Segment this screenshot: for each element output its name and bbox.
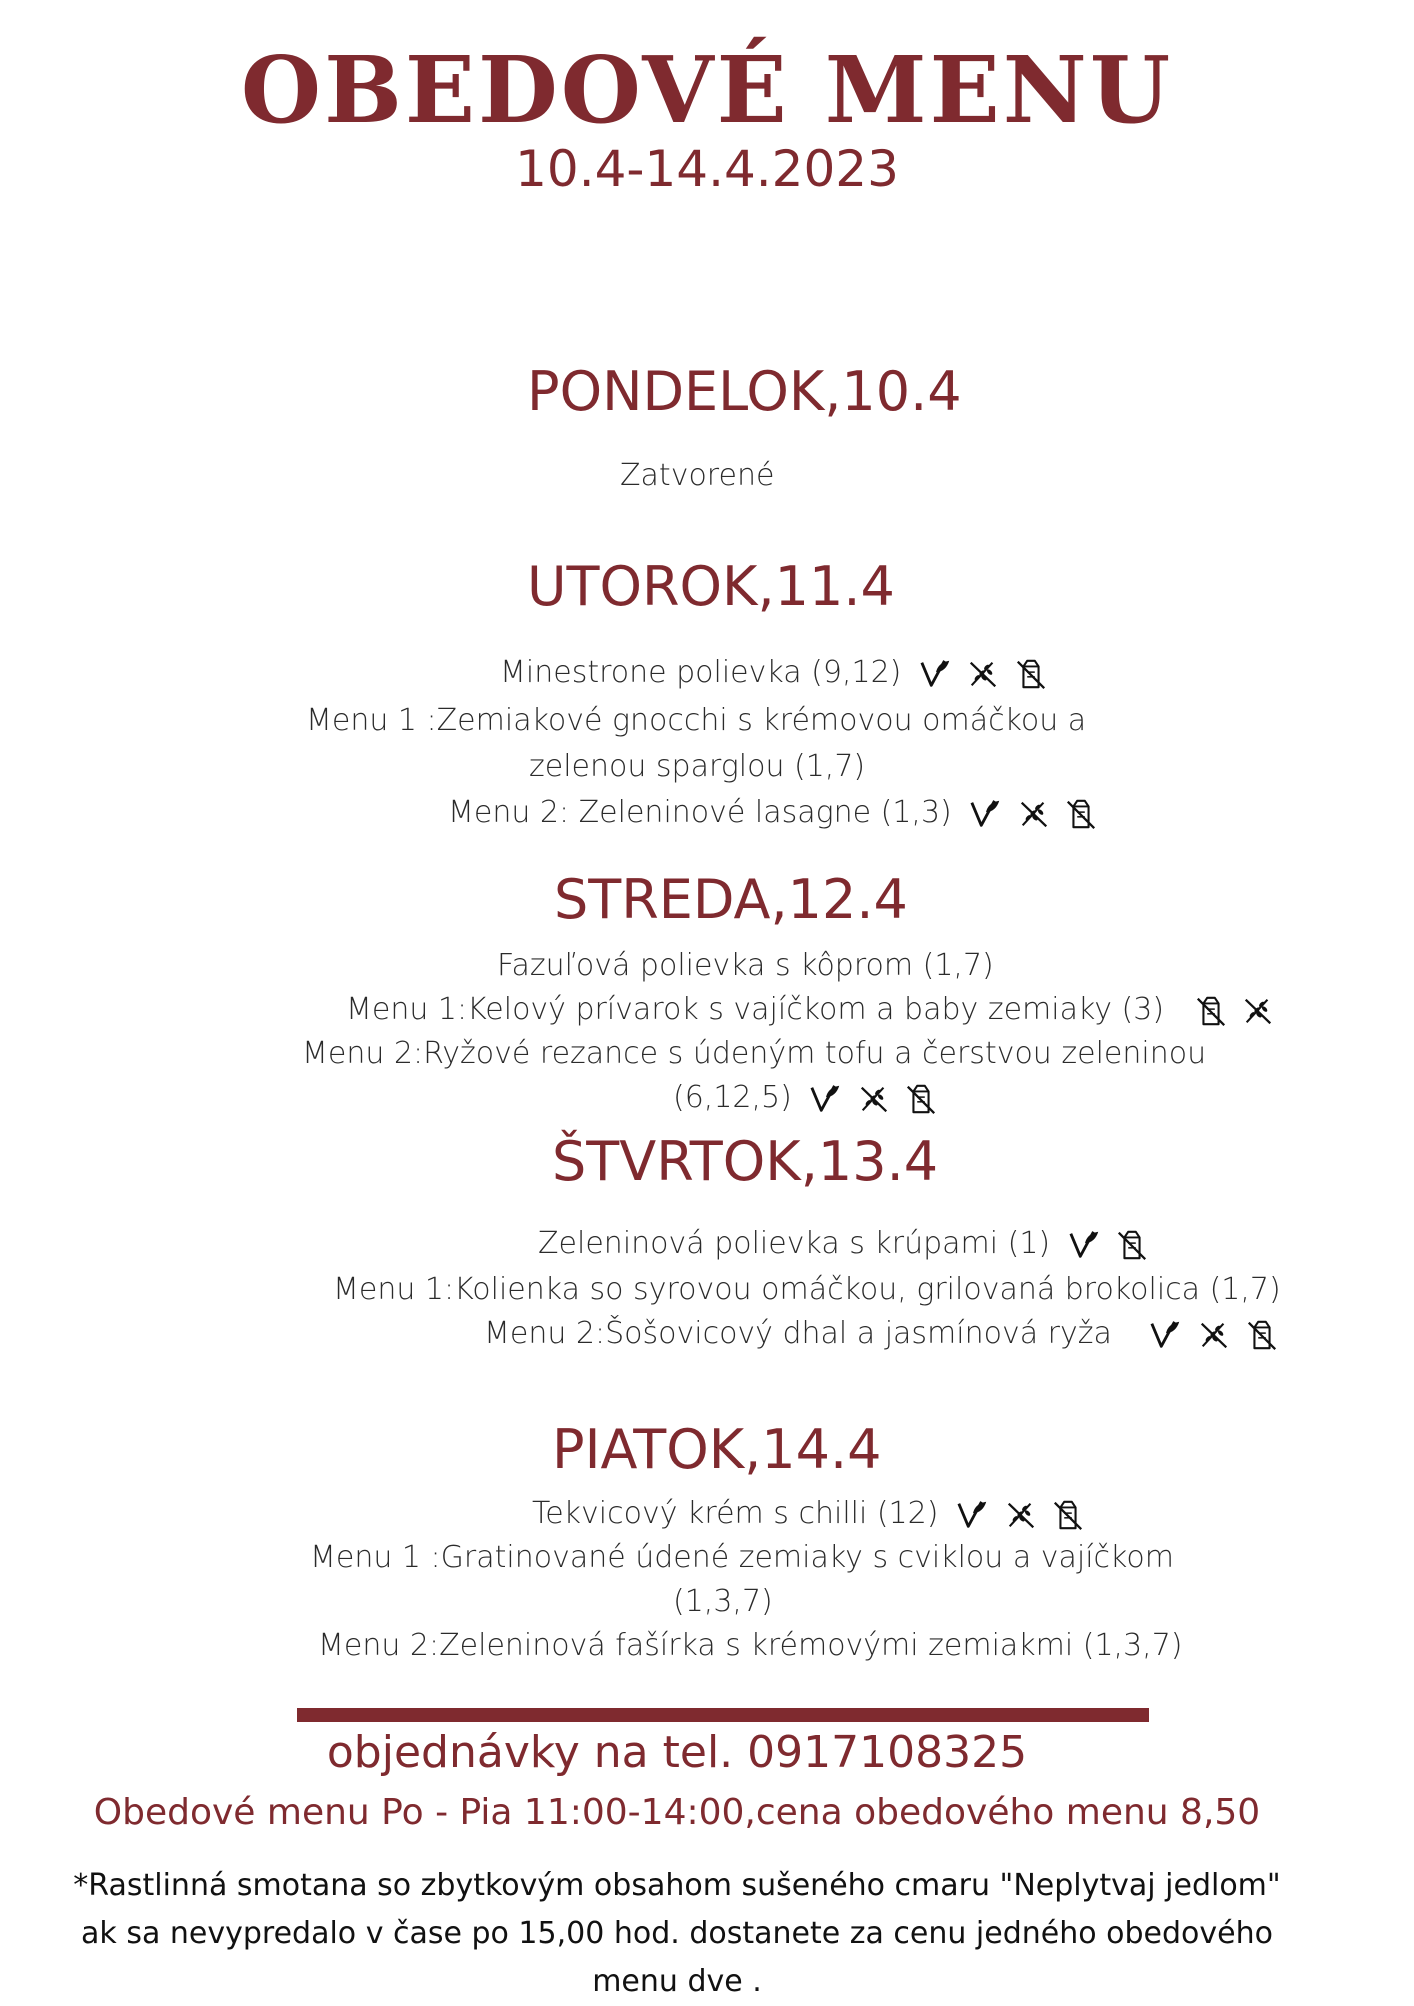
menu-line: Fazuľová polievka s kôprom (1,7)	[497, 948, 994, 983]
gluten-free-icon	[966, 656, 1000, 692]
vegan-icon	[809, 1081, 843, 1117]
lactose-free-icon	[904, 1081, 938, 1117]
day-heading-wednesday: STREDA,12.4	[554, 868, 908, 931]
diet-icons	[956, 1496, 1089, 1533]
menu-hours-price: Obedové menu Po - Pia 11:00-14:00,cena obedového menu 8,50	[93, 1792, 1261, 1833]
monday-closed-text: Zatvorené	[620, 458, 775, 493]
menu-line	[532, 1496, 1089, 1533]
day-heading-tuesday: UTOROK,11.4	[527, 555, 895, 618]
lactose-free-icon	[1014, 656, 1048, 692]
gluten-free-icon	[1241, 993, 1275, 1029]
menu-line-text: Menu 1:Kelový prívarok s vajíčkom a baby zemiaky (3)	[346, 992, 1165, 1027]
vegan-icon	[1149, 1317, 1183, 1353]
menu-line	[538, 1226, 1153, 1263]
lactose-free-icon	[1194, 993, 1228, 1029]
diet-icons	[1068, 1226, 1154, 1263]
day-heading-monday: PONDELOK,10.4	[527, 360, 962, 423]
menu-line-text: Tekvicový krém s chilli (12)	[532, 1496, 939, 1531]
menu-line	[448, 795, 1102, 832]
menu-line: Menu 1:Kolienka so syrovou omáčkou, grilovaná brokolica (1,7)	[333, 1272, 1281, 1307]
menu-line-text: Zeleninová polievka s krúpami (1)	[538, 1226, 1051, 1261]
menu-line: Menu 2:Zeleninová fašírka s krémovými zemiakmi (1,3,7)	[318, 1628, 1183, 1663]
menu-line: zelenou sparglou (1,7)	[529, 749, 866, 784]
diet-icons	[1149, 1316, 1282, 1353]
gluten-free-icon	[1017, 796, 1051, 832]
divider	[297, 1708, 1149, 1722]
menu-line-text: Menu 2: Zeleninové lasagne (1,3)	[448, 795, 952, 830]
footnote-line: *Rastlinná smotana so zbytkovým obsahom sušeného cmaru "Neplytvaj jedlom"	[73, 1868, 1281, 1903]
diet-icons	[809, 1080, 942, 1117]
gluten-free-icon	[857, 1081, 891, 1117]
footnote-line: menu dve .	[592, 1964, 762, 1999]
footnote-line: ak sa nevypredalo v čase po 15,00 hod. dostanete za cenu jedného obedového	[81, 1916, 1273, 1951]
lactose-free-icon	[1115, 1227, 1149, 1263]
menu-line-text: Menu 2:Šošovicový dhal a jasmínová ryža	[484, 1316, 1112, 1351]
menu-line: Menu 2:Ryžové rezance s údeným tofu a čerstvou zeleninou	[302, 1036, 1207, 1071]
date-range: 10.4-14.4.2023	[515, 140, 899, 198]
menu-line: (1,3,7)	[673, 1584, 773, 1619]
menu-title: OBEDOVÉ MENU	[240, 36, 1174, 144]
menu-line-text: (6,12,5)	[673, 1080, 792, 1115]
gluten-free-icon	[1004, 1497, 1038, 1533]
menu-line	[484, 1316, 1283, 1353]
diet-icons	[969, 795, 1102, 832]
menu-line	[500, 655, 1052, 692]
menu-line-text: Minestrone polievka (9,12)	[500, 655, 902, 690]
menu-line: Menu 1 :Gratinované údené zemiaky s cviklou a vajíčkom	[310, 1540, 1174, 1575]
lactose-free-icon	[1064, 796, 1098, 832]
day-heading-friday: PIATOK,14.4	[552, 1418, 882, 1481]
vegan-icon	[1068, 1227, 1102, 1263]
diet-icons	[919, 655, 1052, 692]
vegan-icon	[919, 656, 953, 692]
lactose-free-icon	[1051, 1497, 1085, 1533]
menu-line	[673, 1080, 942, 1117]
menu-line	[346, 992, 1279, 1029]
footnote	[40, 1862, 1314, 2006]
diet-icons	[1194, 992, 1280, 1029]
day-heading-thursday: ŠTVRTOK,13.4	[552, 1130, 939, 1193]
lactose-free-icon	[1245, 1317, 1279, 1353]
order-phone: objednávky na tel. 0917108325	[326, 1727, 1028, 1778]
vegan-icon	[969, 796, 1003, 832]
gluten-free-icon	[1197, 1317, 1231, 1353]
vegan-icon	[956, 1497, 990, 1533]
menu-line: Menu 1 :Zemiakové gnocchi s krémovou omáčkou a	[306, 703, 1087, 738]
